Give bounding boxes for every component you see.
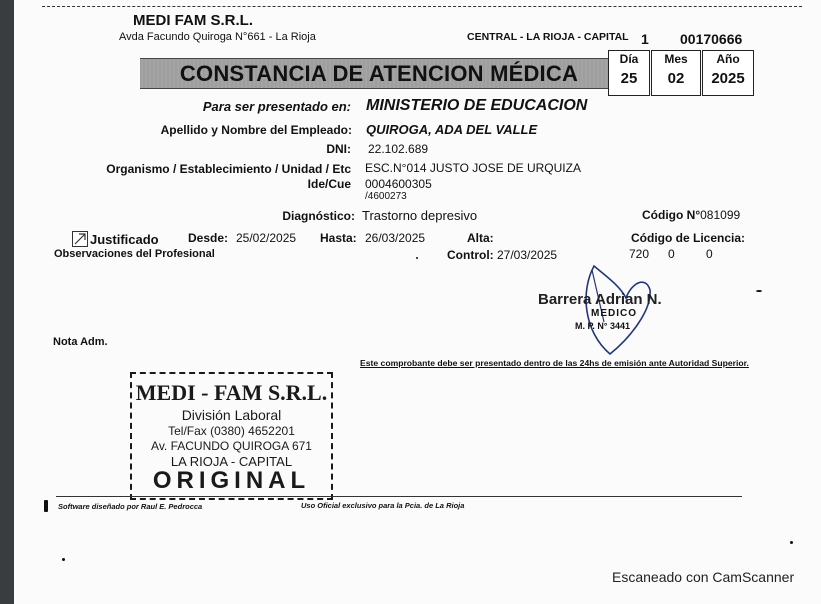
doctor-name: Barrera Adrian N. [538,291,662,308]
licencia-code-2: 0 [668,247,675,261]
month-label: Mes [664,52,688,66]
scan-speck [416,257,418,259]
diagnostico-value: Trastorno depresivo [362,208,478,223]
document-page [14,0,821,604]
day-label: Día [619,52,639,66]
stamp-line-2: División Laboral [181,407,282,423]
year-value: 2025 [711,70,745,87]
document-title: CONSTANCIA DE ATENCION MÉDICA [179,61,579,86]
stamp-line-4: Av. FACUNDO QUIROGA 671 [151,439,312,453]
justificado-label: Justificado [90,232,159,247]
stamp-line-5: LA RIOJA - CAPITAL [170,454,293,469]
presentado-label: Para ser presentado en: [202,99,351,114]
footer-divider [56,496,742,497]
nota-label: Nota Adm. [53,336,108,348]
camscanner-watermark: Escaneado con CamScanner [612,569,795,585]
licencia-code-3: 0 [706,247,713,261]
document-number: 00170666 [680,31,743,47]
codigo-field [642,208,740,222]
dni-value: 22.102.689 [368,142,429,156]
doctor-license: M. P. N° 3441 [575,321,630,331]
branch-label: CENTRAL - LA RIOJA - CAPITAL [467,31,629,43]
doctor-title: MEDICO [591,308,637,319]
scan-speck [790,541,793,544]
date-day-box [608,50,650,96]
desde-value: 25/02/2025 [236,231,297,245]
desde-label: Desde: [188,231,229,245]
copy-number: 1 [641,31,649,47]
notice-text: Este comprobante debe ser presentado dentro de las 24hs de emisión ante Autoridad Superior. [360,358,749,368]
hasta-value: 26/03/2025 [365,231,426,245]
codigo-licencia-label: Código de Licencia: [631,231,746,245]
idcue-label: Ide/Cue [307,177,351,191]
stamp-line-1: MEDI - FAM S.R.L. [135,380,328,405]
codigo-value: 081099 [700,208,741,222]
company-stamp [130,372,333,500]
organismo-value: ESC.N°014 JUSTO JOSE DE URQUIZA [365,161,581,175]
codigo-label: Código N° [642,208,701,222]
scan-speck [44,500,48,512]
company-name: MEDI FAM S.R.L. [133,12,253,29]
dni-label: DNI: [326,142,351,156]
diagnostico-label: Diagnóstico: [282,209,355,223]
top-perforation [42,6,802,7]
title-banner [140,58,618,89]
scan-speck [62,558,65,561]
justificado-checkbox-icon [72,231,88,247]
scan-speck [756,290,762,292]
alta-label: Alta: [467,231,494,245]
date-month-box [651,50,701,96]
idcue-value-1: 0004600305 [365,177,432,191]
control-value: 27/03/2025 [497,248,558,262]
stamp-line-3: Tel/Fax (0380) 4652201 [168,424,295,438]
idcue-value-2: /4600273 [365,191,407,202]
hasta-label: Hasta: [320,231,357,245]
day-value: 25 [620,70,638,87]
control-label: Control: [447,248,494,262]
presentado-value: MINISTERIO DE EDUCACION [366,97,588,114]
observaciones-label: Observaciones del Profesional [54,248,215,260]
year-label: Año [716,52,740,66]
company-address: Avda Facundo Quiroga N°661 - La Rioja [119,31,316,43]
check-mark-icon [73,232,87,246]
month-value: 02 [667,70,685,87]
stamp-line-6: ORIGINAL [152,467,311,494]
licencia-code-1: 720 [629,247,650,261]
date-year-box [702,50,754,96]
footer-software: Software diseñado por Raul E. Pedrocca [58,502,203,511]
organismo-label: Organismo / Establecimiento / Unidad / Etc [106,162,351,176]
empleado-label: Apellido y Nombre del Empleado: [160,123,352,137]
empleado-value: QUIROGA, ADA DEL VALLE [366,122,538,137]
footer-uso: Uso Oficial exclusivo para la Pcia. de La Rioja [301,501,465,510]
